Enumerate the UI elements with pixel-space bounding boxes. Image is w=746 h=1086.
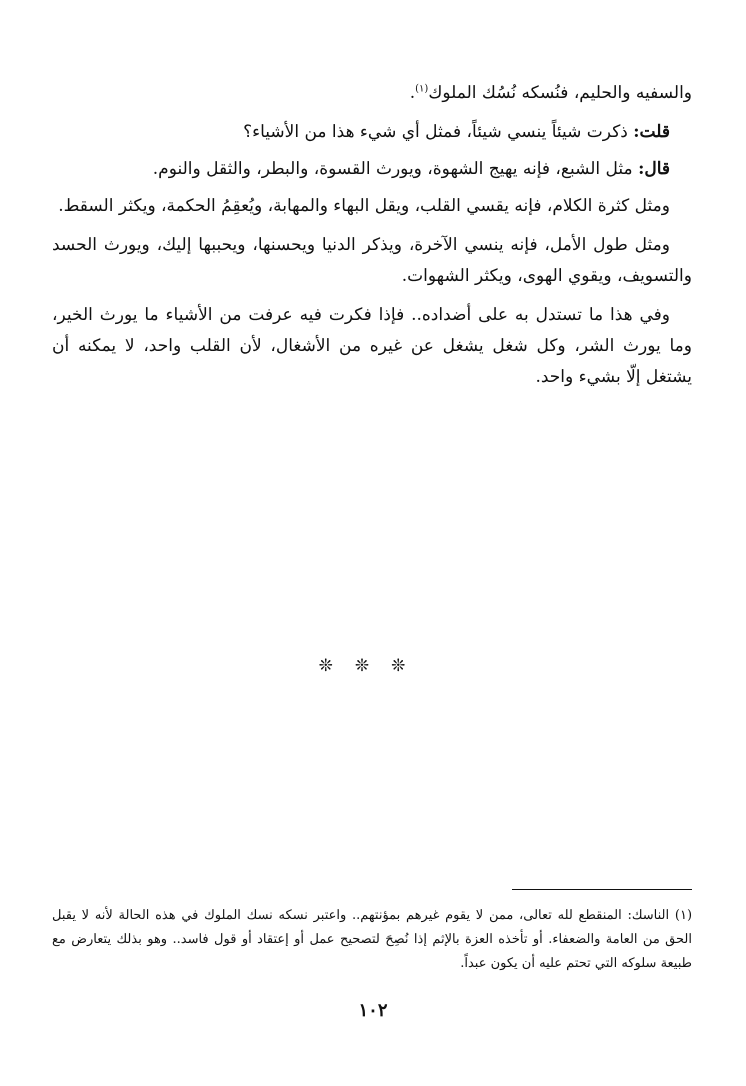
paragraph-3 xyxy=(52,154,692,185)
footnote-reference: (١) xyxy=(415,83,429,95)
footnote-marker: (١) xyxy=(674,908,693,923)
speaker-label-qala: قال: xyxy=(638,159,670,179)
paragraph-1-text: والسفيه والحليم، فنُسكه نُسُك الملوك xyxy=(428,83,692,103)
paragraph-1 xyxy=(52,78,692,109)
paragraph-2 xyxy=(52,117,692,148)
separator-asterism-1: ❊ xyxy=(318,656,355,676)
paragraph-6 xyxy=(52,300,692,393)
speaker-label-qultu: قلت: xyxy=(633,122,670,142)
footnote-text: الناسك: المنقطع لله تعالى، ممن لا يقوم غيرهم بمؤنتهم.. واعتبر نسكه نسك الملوك في هذه الحالة لأنه لا يقبل الحق من العامة والضعفاء. أو تأخذه العزة بالإثم إذا نُصِحَ لتصحيح عمل أو إعتقاد أو قول فاسد.. وهو بذلك يتعارض مع طبيعة سلوكه التي تحتم عليه أن يكون عبداً. xyxy=(52,908,692,971)
footnote xyxy=(52,904,692,976)
paragraph-4-text: ومثل كثرة الكلام، فإنه يقسي القلب، ويقل البهاء والمهابة، ويُعقِمُ الحكمة، ويكثر السقط. xyxy=(58,196,670,216)
paragraph-2-text: ذكرت شيئاً ينسي شيئاً، فمثل أي شيء هذا من الأشياء؟ xyxy=(243,122,628,142)
paragraph-3-text: مثل الشبع، فإنه يهيج الشهوة، ويورث القسوة، والبطر، والثقل والنوم. xyxy=(152,159,633,179)
section-separator xyxy=(0,656,746,676)
paragraph-5 xyxy=(52,230,692,292)
separator-asterism-3: ❊ xyxy=(391,656,428,676)
paragraph-5-text: ومثل طول الأمل، فإنه ينسي الآخرة، ويذكر الدنيا ويحسنها، ويحببها إليك، ويورث الحسد والتسويف، ويقوي الهوى، ويكثر الشهوات. xyxy=(52,235,692,286)
footnote-divider xyxy=(512,889,692,890)
paragraph-6-text: وفي هذا ما تستدل به على أضداده.. فإذا فكرت فيه عرفت من الأشياء ما يورث الخير، وما يورث الشر، وكل شغل يشغل عن غيره من الأشغال، لأن القلب واحد، لا يمكنه أن يشتغل إلّا بشيء واحد. xyxy=(52,305,692,387)
page-number: ١٠٢ xyxy=(358,1000,388,1021)
paragraph-4 xyxy=(52,191,692,222)
main-text xyxy=(52,78,692,399)
separator-asterism-2: ❊ xyxy=(354,656,392,676)
paragraph-1-end: . xyxy=(409,83,416,103)
